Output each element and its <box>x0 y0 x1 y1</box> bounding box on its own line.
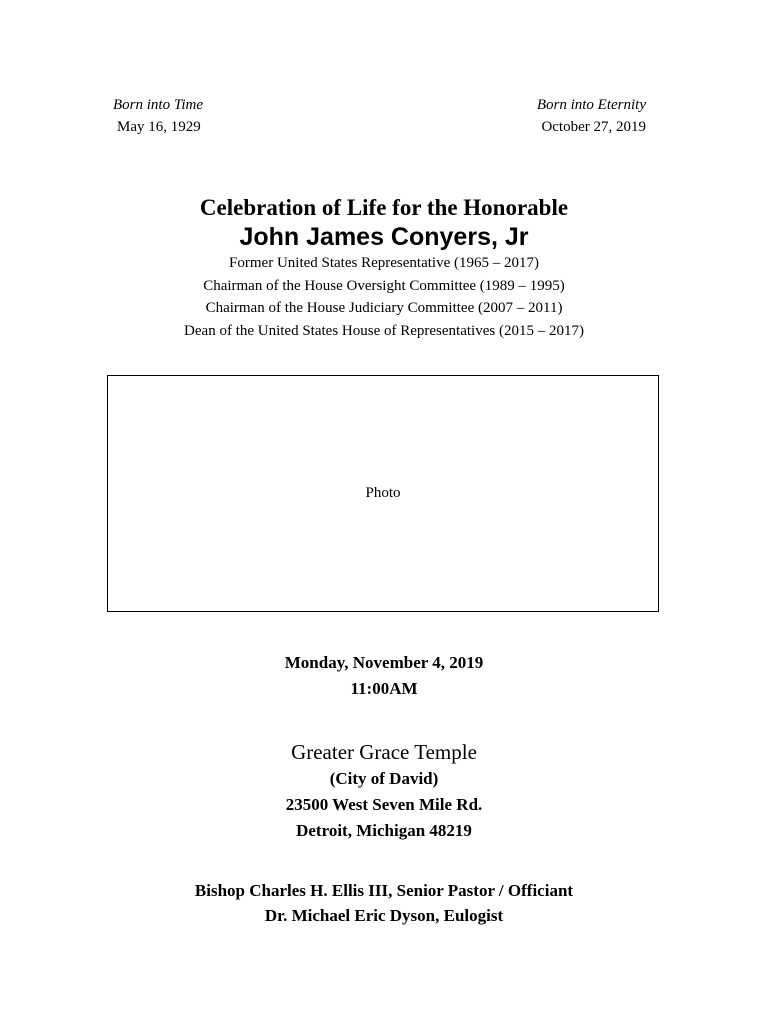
venue-name: Greater Grace Temple <box>291 740 477 764</box>
birth-date: May 16, 1929 <box>117 119 201 135</box>
venue-section <box>0 738 768 844</box>
role-item: Chairman of the House Oversight Committee (1989 – 1995) <box>203 277 565 294</box>
program-header <box>0 194 768 342</box>
role-item: Dean of the United States House of Representatives (2015 – 2017) <box>184 322 584 339</box>
role-item: Chairman of the House Judiciary Committee (2007 – 2011) <box>205 300 563 316</box>
photo-placeholder <box>107 375 659 612</box>
dates-section <box>0 94 768 144</box>
officiant-pastor: Bishop Charles H. Ellis III, Senior Pastor / Officiant <box>194 881 574 900</box>
roles-list <box>0 252 768 342</box>
death-block <box>537 94 646 138</box>
birth-block <box>113 94 203 138</box>
service-date: Monday, November 4, 2019 <box>284 653 484 672</box>
officiant-eulogist: Dr. Michael Eric Dyson, Eulogist <box>264 906 504 925</box>
venue-address: 23500 West Seven Mile Rd. <box>285 795 483 814</box>
honoree-name: John James Conyers, Jr <box>239 223 529 251</box>
service-hour: 11:00AM <box>350 679 418 698</box>
role-item: Former United States Representative (1965 – 2017) <box>229 255 539 271</box>
service-time <box>0 650 768 702</box>
celebration-title: Celebration of Life for the Honorable <box>199 195 569 220</box>
venue-subtitle: (City of David) <box>329 769 439 788</box>
birth-label: Born into Time <box>113 97 204 113</box>
death-date: October 27, 2019 <box>541 119 646 135</box>
venue-city: Detroit, Michigan 48219 <box>296 821 472 840</box>
officiants-section <box>0 878 768 928</box>
photo-label: Photo <box>365 485 401 501</box>
death-label: Born into Eternity <box>536 97 646 113</box>
